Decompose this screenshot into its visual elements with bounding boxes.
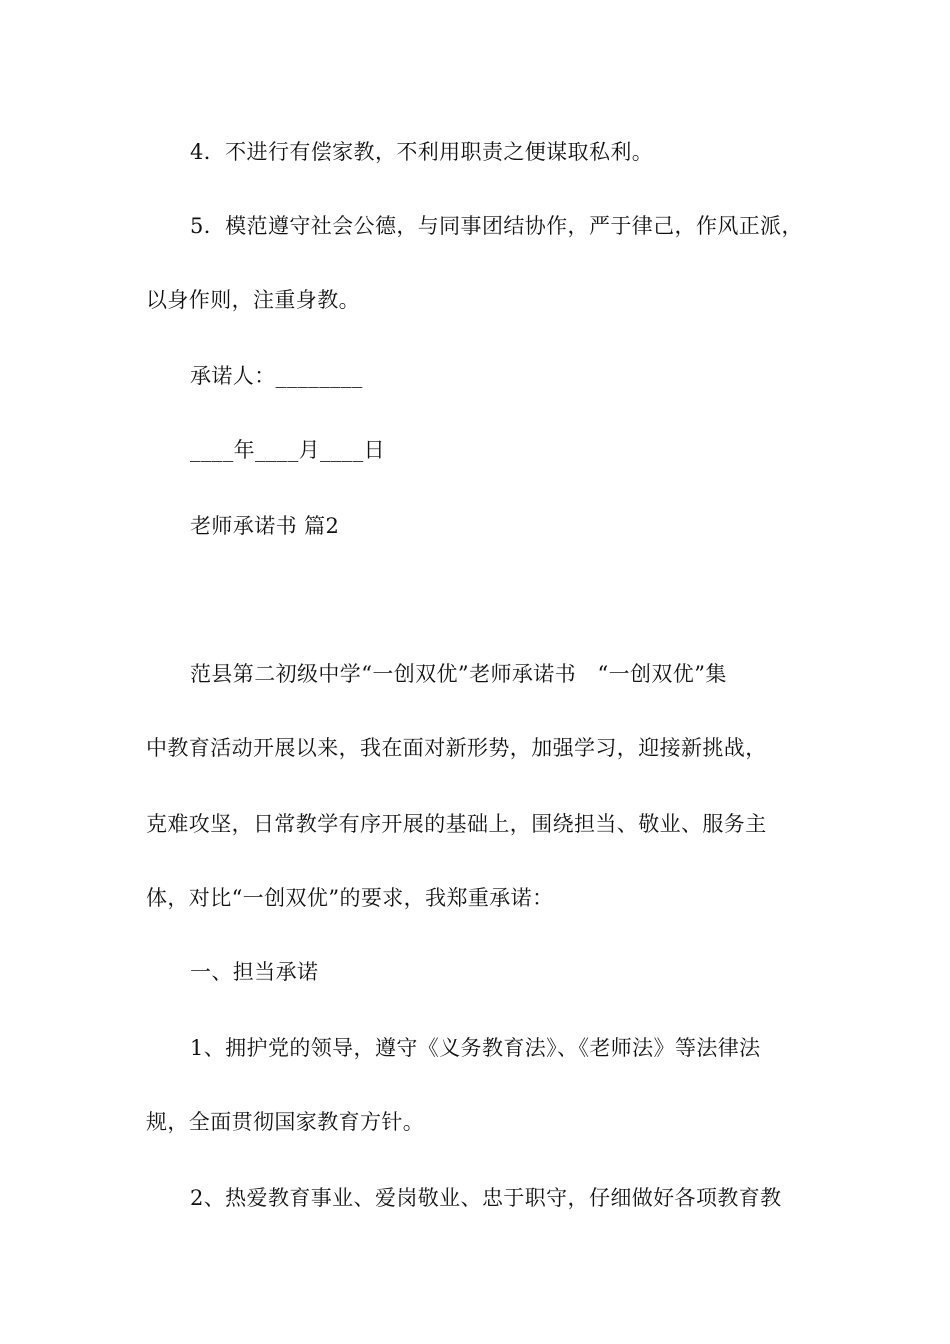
section-title: 老师承诺书 篇2 [190,514,340,538]
intro-paragraph-line-1: 范县第二初级中学“一创双优”老师承诺书 “一创双优”集 [190,662,727,686]
subsection-heading: 一、担当承诺 [190,960,319,984]
intro-paragraph-line-2: 中教育活动开展以来，我在面对新形势，加强学习，迎接新挑战， [146,736,767,760]
signatory-line: 承诺人：________ [190,364,363,388]
commitment-item-2: 2、热爱教育事业、爱岗敬业、忠于职守，仔细做好各项教育教 [190,1186,782,1210]
paragraph-item-5: 5．模范遵守社会公德，与同事团结协作，严于律己，作风正派， [190,214,803,238]
intro-paragraph-line-3: 克难攻坚，日常教学有序开展的基础上，围绕担当、敬业、服务主 [146,812,767,836]
intro-paragraph-line-4: 体，对比“一创双优”的要求，我郑重承诺： [146,886,554,910]
commitment-item-1: 1、拥护党的领导，遵守《义务教育法》、《老师法》等法律法 [190,1036,761,1060]
date-line: ____年____月____日 [190,438,385,462]
paragraph-item-5-continued: 以身作则，注重身教。 [146,288,360,312]
paragraph-item-4: 4．不进行有偿家教，不利用职责之便谋取私利。 [190,140,654,164]
commitment-item-1-continued: 规，全面贯彻国家教育方针。 [146,1110,425,1134]
